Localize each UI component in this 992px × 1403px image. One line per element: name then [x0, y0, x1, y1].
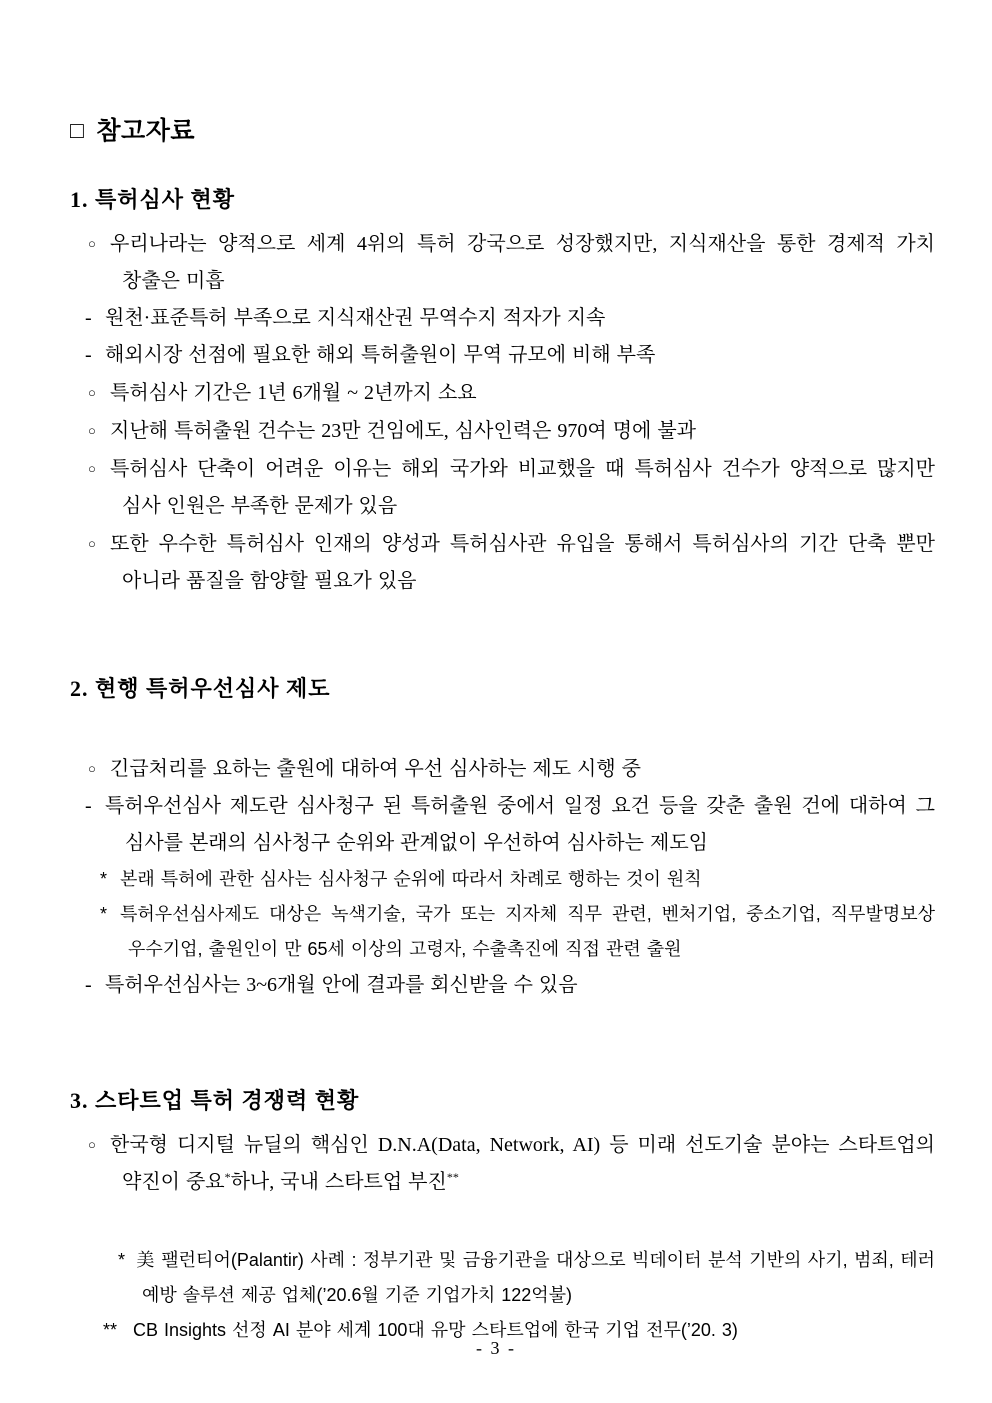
bullet-circle-icon: ○	[88, 536, 96, 551]
item-text: 긴급처리를 요하는 출원에 대하여 우선 심사하는 제도 시행 중	[110, 758, 641, 780]
page-title	[70, 111, 935, 147]
section-heading: 1. 특허심사 현황	[70, 187, 236, 212]
list-item	[70, 300, 935, 337]
item-text: 원천·표준특허 부족으로 지식재산권 무역수지 적자가 지속	[105, 307, 606, 329]
list-item	[70, 862, 935, 897]
section-items	[70, 225, 935, 600]
bullet-asterisk-icon: **	[103, 1320, 118, 1340]
bullet-dash-icon: -	[85, 795, 92, 817]
square-bullet-icon: □	[70, 117, 85, 143]
bullet-circle-icon: ○	[88, 423, 96, 438]
section-items	[70, 714, 935, 1004]
item-text: 특허우선심사는 3~6개월 안에 결과를 회신받을 수 있음	[105, 974, 578, 996]
list-item	[70, 750, 935, 788]
list-item	[70, 967, 935, 1004]
bullet-asterisk-icon: *	[100, 904, 108, 924]
bullet-dash-icon: -	[85, 974, 92, 996]
item-text: 또한 우수한 특허심사 인재의 양성과 특허심사관 유입을 통해서 특허심사의 기간 단축 뿐만 아니라 품질을 함양할 필요가 있음	[110, 533, 935, 592]
list-item	[70, 412, 935, 450]
list-item	[70, 450, 935, 525]
list-item	[70, 1126, 935, 1201]
list-item	[70, 788, 935, 862]
bullet-dash-icon: -	[85, 344, 92, 366]
section-heading: 3. 스타트업 특허 경쟁력 현황	[70, 1088, 360, 1113]
sections	[70, 183, 935, 1348]
item-text	[110, 1134, 935, 1193]
section-heading: 2. 현행 특허우선심사 제도	[70, 676, 331, 701]
text-segment: 하나, 국내 스타트업 부진	[230, 1171, 447, 1193]
bullet-circle-icon: ○	[88, 1137, 96, 1152]
section-2	[70, 672, 935, 1004]
bullet-circle-icon: ○	[88, 385, 96, 400]
superscript-ref: **	[446, 1170, 459, 1184]
item-text: 지난해 특허출원 건수는 23만 건임에도, 심사인력은 970여 명에 불과	[110, 420, 696, 442]
bullet-dash-icon: -	[85, 307, 92, 329]
list-item	[70, 525, 935, 600]
item-text: 특허심사 기간은 1년 6개월 ~ 2년까지 소요	[110, 382, 477, 404]
text-segment: 한국형 디지털 뉴딜의 핵심인 D.N.A(Data, Network, AI) 등 미래 선도기술 분야는 스타트업의 약진이 중요	[110, 1134, 935, 1193]
item-text: 특허우선심사제도 대상은 녹색기술, 국가 또는 지자체 직무 관련, 벤처기업, 중소기업, 직무발명보상 우수기업, 출원인이 만 65세 이상의 고령자, 수출촉진에 직접 관련 출원	[120, 904, 935, 959]
section-1	[70, 183, 935, 600]
bullet-circle-icon: ○	[88, 236, 96, 251]
section-3	[70, 1084, 935, 1348]
bullet-asterisk-icon: *	[118, 1250, 126, 1270]
item-text: 해외시장 선점에 필요한 해외 특허출원이 무역 규모에 비해 부족	[105, 344, 656, 366]
superscript-ref: *	[224, 1170, 231, 1184]
footnote-line	[70, 1243, 935, 1313]
bullet-circle-icon: ○	[88, 461, 96, 476]
list-item	[70, 225, 935, 300]
item-text: 美 팰런티어(Palantir) 사례 : 정부기관 및 금융기관을 대상으로 빅데이터 분석 기반의 사기, 범죄, 테러 예방 솔루션 제공 업체(’20.6월 기준 기업가치 122억불)	[136, 1250, 935, 1305]
section-items	[70, 1126, 935, 1348]
item-text: 본래 특허에 관한 심사는 심사청구 순위에 따라서 차례로 행하는 것이 원칙	[120, 869, 702, 889]
list-item	[70, 374, 935, 412]
list-item	[70, 337, 935, 374]
bullet-asterisk-icon: *	[100, 869, 108, 889]
list-item	[70, 897, 935, 967]
page-number: - 3 -	[476, 1338, 516, 1358]
item-text: 특허우선심사 제도란 심사청구 된 특허출원 중에서 일정 요건 등을 갖춘 출원 건에 대하여 그 심사를 본래의 심사청구 순위와 관계없이 우선하여 심사하는 제도임	[105, 795, 935, 854]
item-text: CB Insights 선정 AI 분야 세계 100대 유망 스타트업에 한국 기업 전무(’20. 3)	[133, 1320, 738, 1340]
item-text: 우리나라는 양적으로 세계 4위의 특허 강국으로 성장했지만, 지식재산을 통한 경제적 가치 창출은 미흡	[110, 233, 935, 292]
item-text: 특허심사 단축이 어려운 이유는 해외 국가와 비교했을 때 특허심사 건수가 양적으로 많지만 심사 인원은 부족한 문제가 있음	[110, 458, 935, 517]
page-title-text: 참고자료	[96, 117, 196, 145]
bullet-circle-icon: ○	[88, 761, 96, 776]
